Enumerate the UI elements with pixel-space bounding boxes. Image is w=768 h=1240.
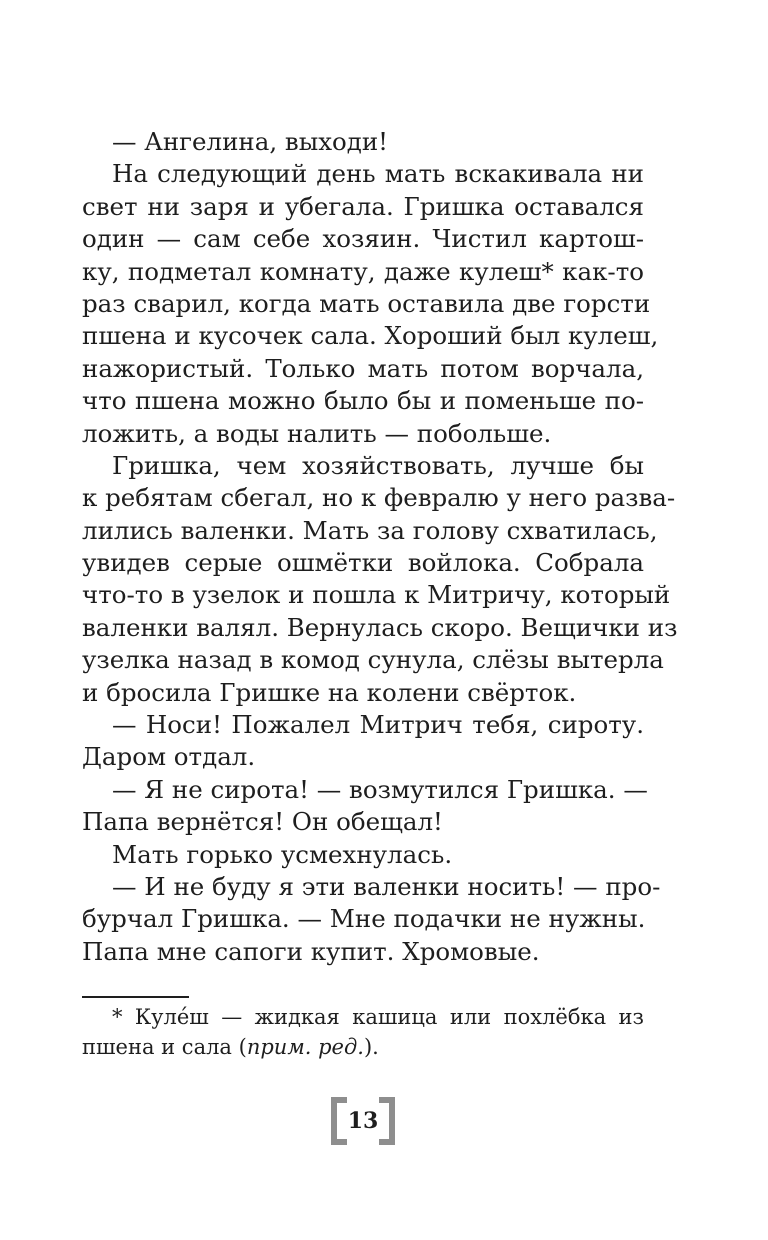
text-line: валенки валял. Вернулась скоро. Вещички из xyxy=(82,612,678,642)
text-line: Даром отдал. xyxy=(82,742,256,772)
text-line: свет ни заря и убегала. Гришка оставался xyxy=(82,191,644,221)
text-line: — Я не сирота! — возмутился Гришка. — xyxy=(112,774,648,804)
text-line: Гришка, чем хозяйствовать, лучше бы xyxy=(112,450,644,480)
text-line: раз сварил, когда мать оставила две горсти xyxy=(82,288,651,318)
text-line: ложить, а воды налить — побольше. xyxy=(82,418,552,448)
text-line: лились валенки. Мать за голову схватилась, xyxy=(82,515,658,545)
text-line: Мать горько усмехнулась. xyxy=(112,839,453,869)
text-line: — И не буду я эти валенки носить! — про- xyxy=(112,871,661,901)
text-line: — Ангелина, выходи! xyxy=(112,127,389,156)
footnote-line: * Куле́ш — жидкая кашица или похлёбка из xyxy=(112,1005,644,1029)
text-line: узелка назад в комод сунула, слёзы вытерла xyxy=(82,645,664,675)
text-line: один — сам себе хозяин. Чистил картош- xyxy=(82,224,644,254)
text-line: что пшена можно было бы и поменьше по- xyxy=(82,386,644,416)
text-line: Папа мне сапоги купит. Хромовые. xyxy=(82,936,540,966)
text-line: Папа вернётся! Он обещал! xyxy=(82,807,443,837)
text-line: нажористый. Только мать потом ворчала, xyxy=(82,353,644,383)
footnote-text: ). xyxy=(363,1035,379,1059)
footnote xyxy=(82,1002,644,1062)
text-line: что-то в узелок и пошла к Митричу, который xyxy=(82,580,671,610)
text-line: и бросила Гришке на колени свёрток. xyxy=(82,677,577,707)
footnote-line xyxy=(82,1032,644,1062)
page-number xyxy=(331,1097,395,1145)
main-text xyxy=(82,126,678,968)
right-bracket-icon xyxy=(379,1097,395,1145)
text-line: увидев серые ошмётки войлока. Собрала xyxy=(82,548,644,578)
text-line: — Носи! Пожалел Митрич тебя, сироту. xyxy=(112,710,644,740)
text-line: бурчал Гришка. — Мне подачки не нужны. xyxy=(82,904,646,934)
footnote-divider xyxy=(82,996,189,998)
footnote-text: пшена и сала ( xyxy=(82,1035,247,1059)
text-line: На следующий день мать вскакивала ни xyxy=(112,159,644,189)
text-line: ку, подметал комнату, даже кулеш* как-то xyxy=(82,256,644,286)
page-number-value: 13 xyxy=(347,1108,379,1134)
footnote-editor-note: прим. ред. xyxy=(246,1035,364,1059)
text-line: пшена и кусочек сала. Хороший был кулеш, xyxy=(82,321,659,351)
text-line: к ребятам сбегал, но к февралю у него разва- xyxy=(82,483,676,513)
